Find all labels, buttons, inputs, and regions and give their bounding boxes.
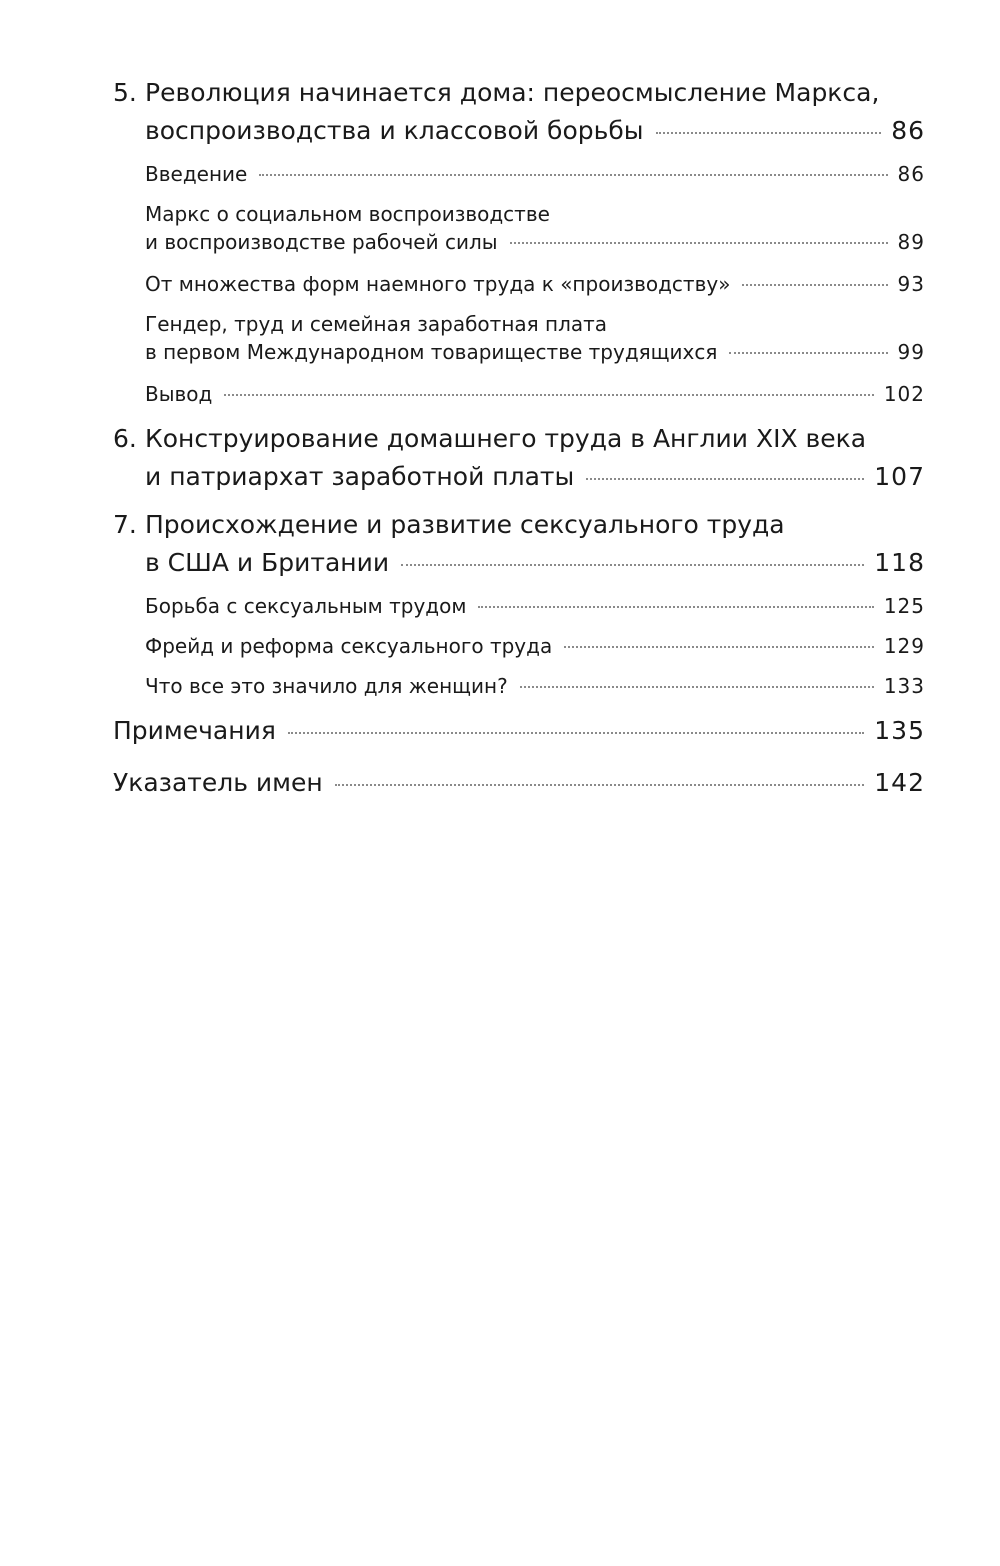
dot-leader: [510, 242, 888, 244]
chapter-title-line: [113, 74, 925, 112]
toc-section[interactable]: [113, 592, 925, 620]
toc-chapter-5[interactable]: [113, 74, 925, 150]
dot-leader: [742, 284, 887, 286]
page-number: 133: [883, 674, 925, 698]
page-number: 86: [897, 162, 925, 186]
section-title: Вывод: [145, 382, 213, 406]
chapter-title-line: [113, 458, 925, 496]
dot-leader: [224, 394, 873, 396]
toc-notes[interactable]: [113, 712, 925, 750]
toc-section[interactable]: [113, 200, 925, 256]
dot-leader: [520, 686, 874, 688]
chapter-title-line: [113, 420, 925, 458]
section-title: Маркс о социальном воспроизводстве: [145, 202, 550, 226]
page-number: 102: [883, 382, 925, 406]
chapter-number: 7.: [113, 510, 137, 539]
section-title: Введение: [145, 162, 248, 186]
page-number: 107: [874, 462, 925, 491]
chapter-title-line: [113, 506, 925, 544]
dot-leader: [401, 564, 864, 566]
chapter-title-continuation: в США и Британии: [145, 548, 390, 577]
chapter-title-continuation: и патриархат заработной платы: [145, 462, 575, 491]
chapter-title-line: [113, 112, 925, 150]
page-number: 135: [874, 716, 925, 745]
section-title: От множества форм наемного труда к «производству»: [145, 272, 731, 296]
toc-chapter-6[interactable]: [113, 420, 925, 496]
page-number: 125: [883, 594, 925, 618]
dot-leader: [586, 478, 864, 480]
dot-leader: [288, 732, 864, 734]
toc-section[interactable]: [113, 270, 925, 298]
section-title-continuation: в первом Международном товариществе трудящихся: [145, 340, 718, 364]
dot-leader: [729, 352, 887, 354]
back-matter-title: Примечания: [113, 716, 276, 745]
toc-chapter-7[interactable]: [113, 506, 925, 582]
page-number: 93: [897, 272, 925, 296]
chapter-title: Конструирование домашнего труда в Англии XIX века: [145, 424, 867, 453]
chapter-title: Происхождение и развитие сексуального труда: [145, 510, 785, 539]
toc-section[interactable]: [113, 632, 925, 660]
dot-leader: [259, 174, 887, 176]
chapter-title-line: [113, 544, 925, 582]
dot-leader: [335, 784, 865, 786]
chapter-number: 5.: [113, 78, 137, 107]
dot-leader: [656, 132, 882, 134]
page-number: 86: [891, 116, 925, 145]
page-number: 99: [897, 340, 925, 364]
dot-leader: [478, 606, 873, 608]
toc-section[interactable]: [113, 310, 925, 366]
section-title: Фрейд и реформа сексуального труда: [145, 634, 553, 658]
page-number: 118: [874, 548, 925, 577]
chapter-number: 6.: [113, 424, 137, 453]
section-title: Гендер, труд и семейная заработная плата: [145, 312, 608, 336]
table-of-contents: [113, 74, 925, 816]
section-title: Что все это значило для женщин?: [145, 674, 508, 698]
toc-section[interactable]: [113, 672, 925, 700]
chapter-title-continuation: воспроизводства и классовой борьбы: [145, 116, 644, 145]
dot-leader: [564, 646, 874, 648]
toc-section[interactable]: [113, 160, 925, 188]
page-number: 142: [874, 768, 925, 797]
section-title-continuation: и воспроизводстве рабочей силы: [145, 230, 498, 254]
page-number: 89: [897, 230, 925, 254]
toc-section[interactable]: [113, 380, 925, 408]
toc-name-index[interactable]: [113, 764, 925, 802]
back-matter-title: Указатель имен: [113, 768, 323, 797]
chapter-title: Революция начинается дома: переосмысление Маркса,: [145, 78, 880, 107]
page-number: 129: [883, 634, 925, 658]
section-title: Борьба с сексуальным трудом: [145, 594, 467, 618]
